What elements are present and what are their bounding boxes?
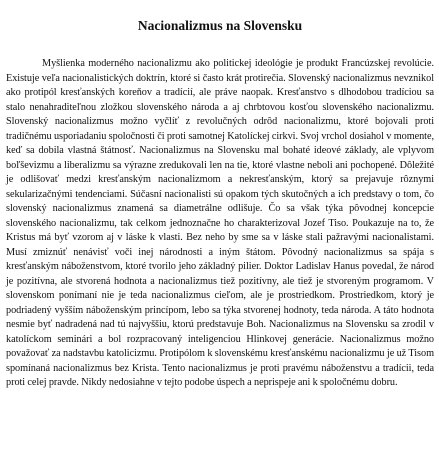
document-body-paragraph: Myšlienka moderného nacionalizmu ako politickej ideológie je produkt Francúzskej revolúcie. Existuje veľa nacionalistických doktrín, ktoré si často krát protirečia. Slovenský nacionalizmus nevznikol ako protipól kresťanských koreňov a tradícií, ale práve naopak. Kresťanstvo s dlhodobou tradíciou sa stalo nenahraditeľnou zložkou slovenského národa a aj chrbtovou kosťou slovenského nacionalizmu. Slovenský nacionalizmus možno vyčlíť z revolučných odrôd nacionalizmu, ktoré bojovali proti tradičnému usporiadaniu spoločnosti či proti samotnej Katolíckej cirkvi. Svoj vrchol dosiahol v momente, keď sa dobila vlastná štátnosť. Nacionalizmus na Slovensku mal bohaté ideové základy, ale vplyvom boľševizmu a liberalizmu sa výrazne zredukovali len na tie, ktoré vlastne neboli ani pochopené. Dôležité je odlišovať medzi kresťanským nacionalizmom a nekresťanským, ktorý sa prejavuje rôznymi sekularizačnými tendenciami. Súčasní nacionalisti sú opakom tých skutočných a ich predstavy o tom, čo slovenský nacionalizmus znamená sa diametrálne odlišuje. Čo sa však týka pôvodnej koncepcie slovenského nacionalizmu, tak celkom jednoznačne ho charakterizoval Jozef Tiso. Poukazuje na to, že Kristus má byť vzorom aj v láske k vlasti. Bez neho by sme sa v láske stali pažravými nacionalistami. Musí zmiznúť nenávisť voči inej národnosti a iným štátom. Pôvodný nacionalizmus sa spája s kresťanským náboženstvom, ktoré tvorilo jeho základný pilier. Doktor Ladislav Hanus povedal, že národ je pozitívna, ale stvorená hodnota a nacionalizmus tiež pozitívny, ale tiež je stvoreným programom. V slovenskom ponímaní nie je teda nacionalizmus cieľom, ale je prostriedkom. Prostriedkom, ktorý je podriadený vyšším náboženským princípom, lebo sa týka stvorenej hodnoty, teda národa. A táto hodnota nesmie byť nadradená nad tú najvyššiu, ktorú predstavuje Boh. Nacionalizmus na Slovensku sa zrodil v katolíckom seminári a bol rozpracovaný inteligenciou Hlinkovej generácie. Nacionalizmus možno považovať za nadstavbu katolicizmu. Protipólom k slovenskému kresťanskému nacionalizmu je už Tisom spomínaná nacionalizmus bez Krista. Tento nacionalizmus je proti pravému náboženstvu a tradícii, teda proti celej pravde. Nikdy nedosiahne v tejto podobe úspech a neprispeje ani k spoločnému dobru. bbox=[6, 58, 434, 388]
document-title: Nacionalizmus na Slovensku bbox=[137, 18, 303, 33]
